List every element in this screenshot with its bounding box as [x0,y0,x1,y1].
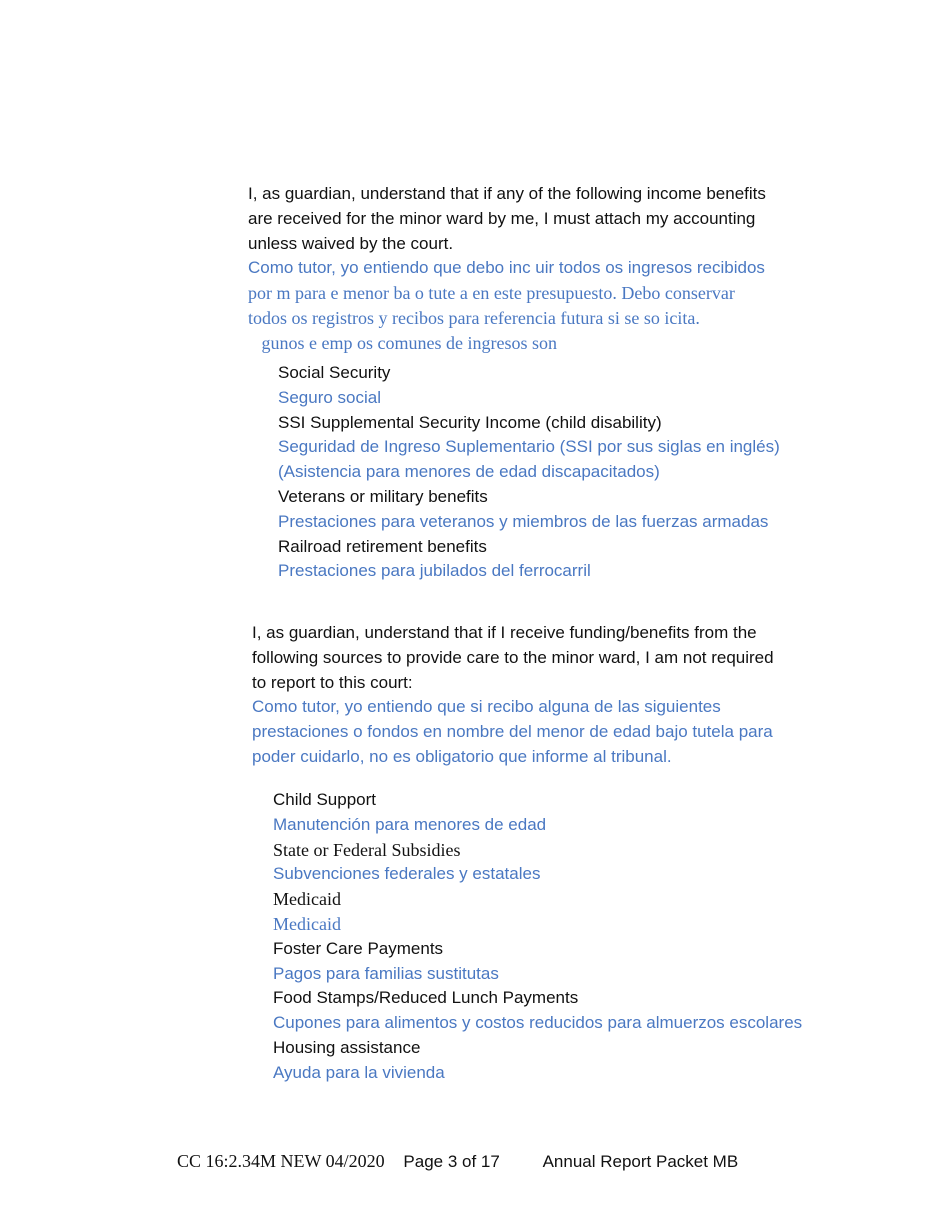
form-code: CC 16:2.34M NEW 04/2020 [177,1151,385,1171]
section1-benefits-list [278,361,780,584]
list-item-es: Ayuda para la vivienda [273,1062,445,1082]
list-item-es: Prestaciones para veteranos y miembros de las fuerzas armadas [278,511,769,531]
section2-spanish-line: poder cuidarlo, no es obligatorio que informe al tribunal. [252,746,672,766]
section2-english-line: I, as guardian, understand that if I receive funding/benefits from the [252,623,757,642]
packet-title: Annual Report Packet MB [542,1152,739,1171]
list-item-en: Housing assistance [273,1037,421,1057]
list-item-es: Manutención para menores de edad [273,814,547,834]
list-item-es: Medicaid [273,913,341,934]
list-item-en: State or Federal Subsidies [273,839,461,860]
list-item-en: Medicaid [273,889,341,910]
section1-english-line: I, as guardian, understand that if any of the following income benefits [248,184,766,203]
section1-spanish-line: Como tutor, yo entiendo que debo inc uir todos os ingresos recibidos [248,258,765,278]
section1-spanish-line: todos os registros y recibos para referencia futura si se so icita. [248,307,700,328]
section1-english-line: are received for the minor ward by me, I must attach my accounting [248,208,756,228]
list-item-en: Food Stamps/Reduced Lunch Payments [273,988,579,1008]
section2-intro [252,621,774,770]
section2-english-line: to report to this court: [252,672,413,692]
section2-sources-list [273,788,802,1086]
section2-spanish-line: prestaciones o fondos en nombre del menor de edad bajo tutela para [252,722,773,742]
section1-spanish-line: gunos e emp os comunes de ingresos son [248,332,557,353]
list-item-es: Prestaciones para jubilados del ferrocarril [278,561,591,581]
section1-intro [248,182,766,356]
section2-english-line: following sources to provide care to the minor ward, I am not required [252,647,774,667]
list-item-en: Child Support [273,790,377,809]
page-footer [177,1151,738,1172]
list-item-es: Pagos para familias sustitutas [273,963,499,983]
section2-spanish-line: Como tutor, yo entiendo que si recibo alguna de las siguientes [252,697,721,717]
list-item-es: Seguridad de Ingreso Suplementario (SSI por sus siglas en inglés) [278,437,780,457]
list-item-es: Seguro social [278,387,382,407]
list-item-es: (Asistencia para menores de edad discapacitados) [278,462,660,482]
list-item-en: Veterans or military benefits [278,486,488,506]
list-item-en: SSI Supplemental Security Income (child disability) [278,412,662,432]
list-item-en: Foster Care Payments [273,938,444,958]
page-number: Page 3 of 17 [403,1152,500,1171]
list-item-es: Cupones para alimentos y costos reducidos para almuerzos escolares [273,1013,803,1033]
section1-spanish-line: por m para e menor ba o tute a en este presupuesto. Debo conservar [248,283,735,304]
list-item-en: Social Security [278,363,391,382]
list-item-es: Subvenciones federales y estatales [273,864,541,884]
list-item-en: Railroad retirement benefits [278,536,487,556]
section1-english-line: unless waived by the court. [248,233,454,253]
